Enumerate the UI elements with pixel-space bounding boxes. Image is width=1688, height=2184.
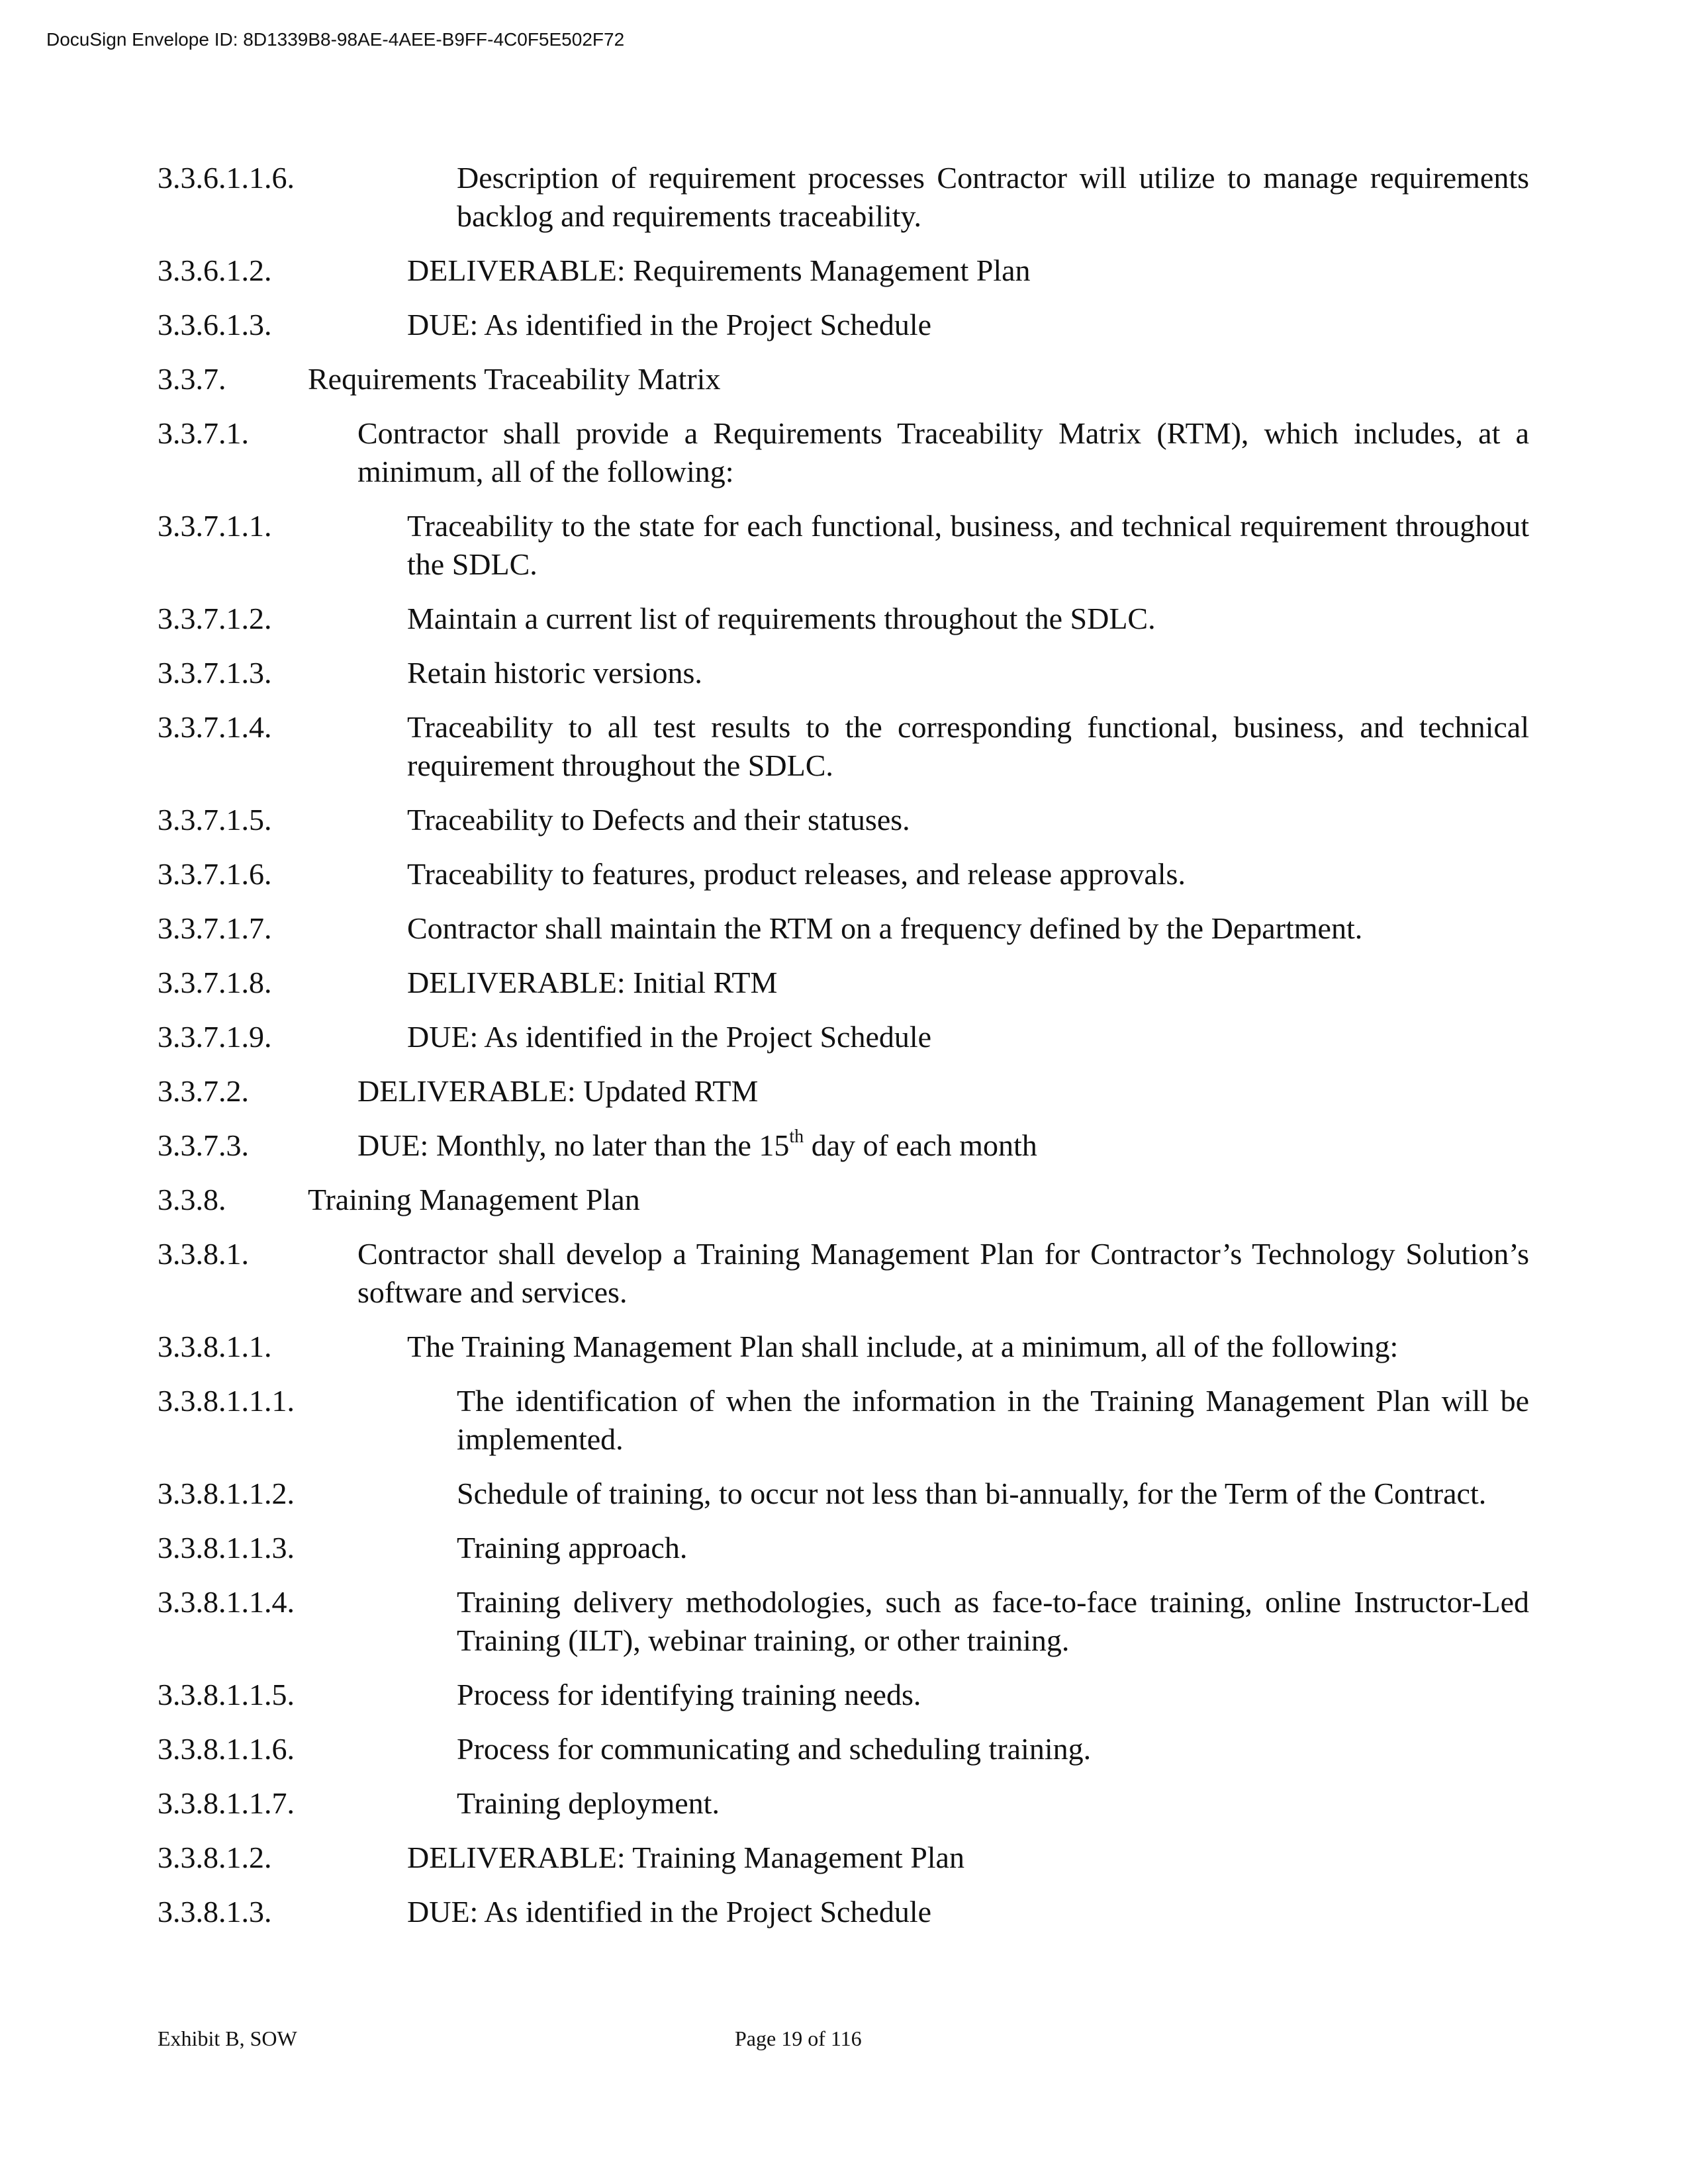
section-number: 3.3.6.1.3. (158, 308, 272, 341)
section-text (357, 1126, 1529, 1165)
section-item (0, 360, 1688, 398)
section-item (0, 1475, 1688, 1513)
section-text (457, 1529, 1529, 1567)
section-text-main: Training Management Plan (308, 1183, 640, 1216)
section-item (0, 251, 1688, 290)
section-number: 3.3.8.1.1.1. (158, 1384, 295, 1418)
section-text (457, 1475, 1529, 1513)
section-number: 3.3.6.1.1.6. (158, 161, 295, 195)
section-number: 3.3.7.1.5. (158, 803, 272, 837)
section-text-main: DUE: As identified in the Project Schedule (407, 308, 932, 341)
footer-exhibit-label: Exhibit B, SOW (158, 2026, 297, 2050)
section-text (457, 1676, 1529, 1714)
section-text (457, 1382, 1529, 1459)
section-item (0, 1328, 1688, 1366)
section-number: 3.3.7.1.2. (158, 602, 272, 635)
section-text (407, 507, 1529, 584)
section-text-main: The identification of when the information in the Training Management Plan will be implemented. (457, 1384, 1529, 1456)
section-text-main: Traceability to Defects and their statuses. (407, 803, 910, 837)
section-number: 3.3.6.1.2. (158, 253, 272, 287)
section-item (0, 855, 1688, 893)
section-item (0, 1839, 1688, 1877)
section-text (357, 1072, 1529, 1111)
section-number: 3.3.8.1. (158, 1237, 249, 1271)
section-text (407, 801, 1529, 839)
section-text-main: DELIVERABLE: Updated RTM (357, 1074, 759, 1108)
section-item (0, 1583, 1688, 1660)
section-text-main: Training delivery methodologies, such as face-to-face training, online Instructor-Led Training (ILT), webinar training, or other training. (457, 1585, 1529, 1657)
section-item (0, 1018, 1688, 1056)
section-text-main: Traceability to all test results to the corresponding functional, business, and technical requirement throughout the SDLC. (407, 710, 1529, 782)
section-number: 3.3.8.1.1.7. (158, 1786, 295, 1820)
section-number: 3.3.8.1.3. (158, 1895, 272, 1929)
section-text (407, 855, 1529, 893)
section-number: 3.3.8.1.1. (158, 1330, 272, 1363)
section-text-main: DELIVERABLE: Training Management Plan (407, 1841, 964, 1874)
section-text-main: Contractor shall provide a Requirements Traceability Matrix (RTM), which includes, at a minimum, all of the following: (357, 416, 1529, 488)
section-item (0, 306, 1688, 344)
section-text-main: Description of requirement processes Contractor will utilize to manage requirements backlog and requirements traceability. (457, 161, 1529, 233)
section-text (357, 1235, 1529, 1312)
section-number: 3.3.7.1.3. (158, 656, 272, 690)
section-item (0, 1126, 1688, 1165)
section-number: 3.3.7.1.7. (158, 911, 272, 945)
section-text (457, 1730, 1529, 1768)
section-text-main: DUE: Monthly, no later than the 15 (357, 1128, 790, 1162)
section-number: 3.3.7.3. (158, 1128, 249, 1162)
section-text-main: Traceability to features, product releases, and release approvals. (407, 857, 1186, 891)
section-text (407, 909, 1529, 948)
section-text-main: Requirements Traceability Matrix (308, 362, 721, 396)
section-number: 3.3.8.1.1.4. (158, 1585, 295, 1619)
section-text-main: Schedule of training, to occur not less than bi-annually, for the Term of the Contract. (457, 1477, 1487, 1510)
section-item (0, 909, 1688, 948)
section-number: 3.3.7.1.1. (158, 509, 272, 543)
section-item (0, 1784, 1688, 1823)
section-text (407, 1328, 1529, 1366)
section-text-main: DELIVERABLE: Requirements Management Plan (407, 253, 1031, 287)
section-text-after: day of each month (804, 1128, 1037, 1162)
section-number: 3.3.8.1.1.2. (158, 1477, 295, 1510)
section-text-main: Process for communicating and scheduling training. (457, 1732, 1092, 1766)
section-item (0, 801, 1688, 839)
section-text (407, 1839, 1529, 1877)
section-number: 3.3.8.1.2. (158, 1841, 272, 1874)
section-item (0, 414, 1688, 491)
section-item (0, 654, 1688, 692)
section-number: 3.3.7.2. (158, 1074, 249, 1108)
section-text-main: Training deployment. (457, 1786, 720, 1820)
section-text-main: DELIVERABLE: Initial RTM (407, 966, 778, 999)
section-text (407, 306, 1529, 344)
section-number: 3.3.8.1.1.5. (158, 1678, 295, 1711)
section-item (0, 1181, 1688, 1219)
section-number: 3.3.8.1.1.6. (158, 1732, 295, 1766)
section-number: 3.3.7.1.9. (158, 1020, 272, 1054)
section-number: 3.3.8. (158, 1183, 226, 1216)
section-text (407, 654, 1529, 692)
section-item (0, 964, 1688, 1002)
section-text (407, 1018, 1529, 1056)
docusign-envelope-id: DocuSign Envelope ID: 8D1339B8-98AE-4AEE-B9FF-4C0F5E502F72 (46, 29, 625, 50)
section-number: 3.3.8.1.1.3. (158, 1531, 295, 1565)
section-item (0, 1676, 1688, 1714)
section-number: 3.3.7.1.4. (158, 710, 272, 744)
section-text-main: DUE: As identified in the Project Schedule (407, 1020, 932, 1054)
section-item (0, 1382, 1688, 1459)
section-text-main: The Training Management Plan shall include, at a minimum, all of the following: (407, 1330, 1399, 1363)
section-item (0, 159, 1688, 236)
document-body (0, 159, 1688, 1947)
section-item (0, 507, 1688, 584)
section-text-main: Contractor shall develop a Training Management Plan for Contractor’s Technology Solution’s software and services. (357, 1237, 1529, 1309)
footer-page-number: Page 19 of 116 (735, 2026, 862, 2050)
section-item (0, 1730, 1688, 1768)
section-text-main: Maintain a current list of requirements throughout the SDLC. (407, 602, 1156, 635)
section-text (407, 1893, 1529, 1931)
section-text (457, 1784, 1529, 1823)
section-text-main: Process for identifying training needs. (457, 1678, 921, 1711)
section-item (0, 1529, 1688, 1567)
section-text-main: Contractor shall maintain the RTM on a frequency defined by the Department. (407, 911, 1363, 945)
section-item (0, 708, 1688, 785)
section-text (357, 414, 1529, 491)
section-item (0, 1072, 1688, 1111)
section-text-main: Training approach. (457, 1531, 688, 1565)
section-text (457, 1583, 1529, 1660)
section-item (0, 1235, 1688, 1312)
section-text (407, 251, 1529, 290)
section-text-main: Traceability to the state for each functional, business, and technical requirement throughout the SDLC. (407, 509, 1529, 581)
section-text (308, 1181, 1529, 1219)
section-number: 3.3.7.1.6. (158, 857, 272, 891)
section-text-main: Retain historic versions. (407, 656, 702, 690)
ordinal-superscript: th (789, 1126, 804, 1147)
section-text (308, 360, 1529, 398)
section-text (407, 600, 1529, 638)
section-number: 3.3.7. (158, 362, 226, 396)
section-text (457, 159, 1529, 236)
section-item (0, 600, 1688, 638)
section-text (407, 708, 1529, 785)
section-text (407, 964, 1529, 1002)
section-item (0, 1893, 1688, 1931)
section-number: 3.3.7.1.8. (158, 966, 272, 999)
section-number: 3.3.7.1. (158, 416, 249, 450)
section-text-main: DUE: As identified in the Project Schedule (407, 1895, 932, 1929)
